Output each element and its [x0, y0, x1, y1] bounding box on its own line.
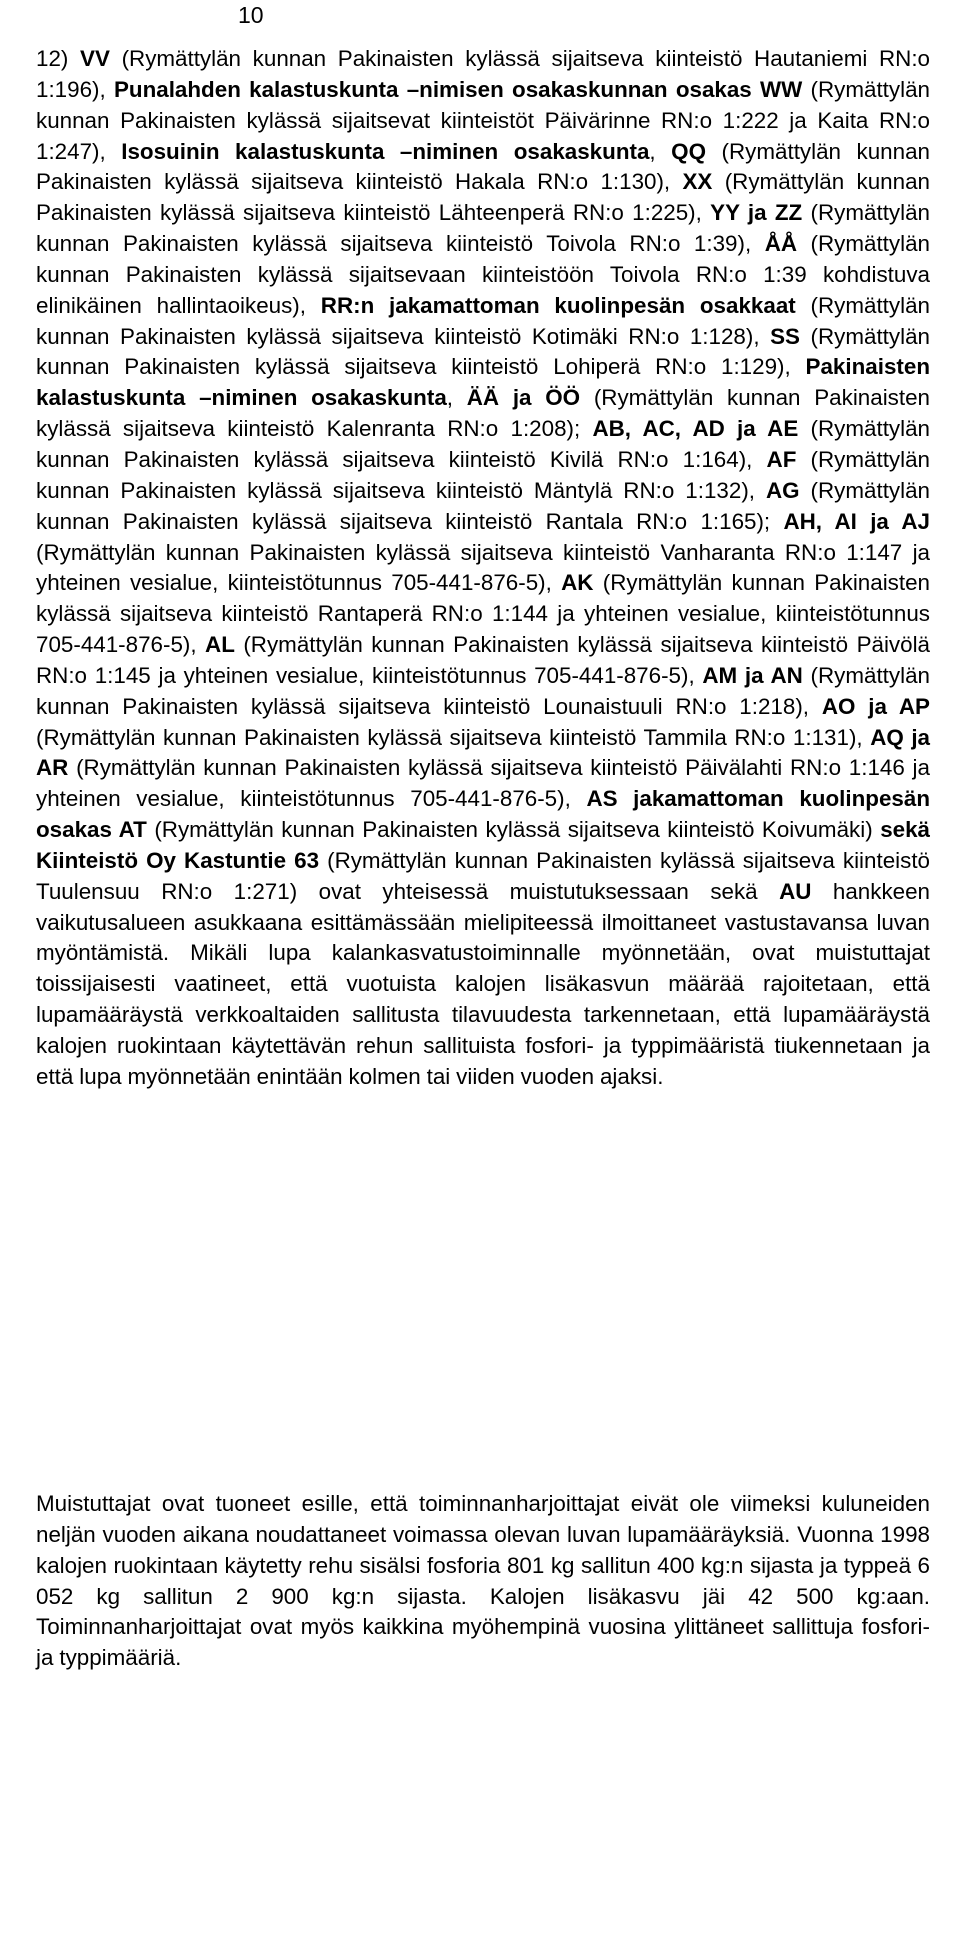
text-run: (Rymättylän kunnan Pakinaisten kylässä sijaitseva kiinteistö Hakala RN:o 1:130),: [36, 138, 930, 195]
bold-run: VV: [80, 46, 110, 71]
text-run: (Rymättylän kunnan Pakinaisten kylässä sijaitseva kiinteistö Lohiperä RN:o 1:129),: [36, 323, 930, 380]
text-run: (Rymättylän kunnan Pakinaisten kylässä sijaitsevat kiinteistöt Päivärinne RN:o 1:222 ja Kaita RN:o 1:247),: [36, 76, 930, 164]
text-run: hankkeen vaikutusalueen asukkaana esittämässään mielipiteessä ilmoittaneet vastustavansa luvan myöntämistä. Mikäli lupa kalankasvatustoiminnalle myönnetään, ovat muistuttajat toissijaisesti vaatineet, että vuotuista kalojen lisäkasvun määrää rajoitetaan, että lupamääräystä verkkoaltaiden sallitusta tilavuudesta tarkennetaan, että lupamääräystä kalojen ruokintaan käytettävän rehun sallituista fosfori- ja typpimääristä tiukennetaan ja että lupa myönnetään enintään kolmen tai viiden vuoden ajaksi.: [36, 878, 931, 1089]
text-run: (Rymättylän kunnan Pakinaisten kylässä sijaitseva kiinteistö Päivölä RN:o 1:145 ja yhteinen vesialue, kiinteistötunnus 705-441-876-5),: [36, 632, 930, 688]
text-run: 12): [36, 46, 81, 71]
bold-run: AK: [561, 570, 594, 596]
paragraph-muistuttajat-list: [36, 44, 930, 1093]
bold-run: AQ ja AR: [36, 724, 931, 781]
bold-run: YY ja ZZ: [710, 200, 803, 226]
bold-run: AM ja AN: [702, 662, 803, 688]
text-run: (Rymättylän kunnan Pakinaisten kylässä sijaitseva kiinteistö Kalenranta RN:o 1:208);: [36, 385, 930, 442]
bold-run: ÅÅ: [764, 231, 798, 257]
bold-run: AO ja AP: [821, 693, 930, 719]
text-run: (Rymättylän kunnan Pakinaisten kylässä sijaitseva kiinteistö Lounaistuuli RN:o 1:218),: [36, 662, 930, 719]
bold-run: ÄÄ ja ÖÖ: [466, 385, 581, 411]
bold-run: AB, AC, AD ja AE: [592, 416, 799, 442]
bold-run: SS: [770, 323, 800, 349]
bold-run: AU: [779, 878, 812, 904]
text-run: ,: [649, 138, 672, 164]
text-run: ,: [446, 385, 467, 411]
bold-run: AL: [205, 632, 235, 658]
text-run: (Rymättylän kunnan Pakinaisten kylässä sijaitseva kiinteistö Mäntylä RN:o 1:132),: [36, 446, 930, 503]
text-run: (Rymättylän kunnan Pakinaisten kylässä sijaitseva kiinteistö Koivumäki): [146, 817, 881, 843]
text-run: (Rymättylän kunnan Pakinaisten kylässä sijaitseva kiinteistö Vanharanta RN:o 1:147 ja yhteinen vesialue, kiinteistötunnus 705-441-876-5),: [36, 539, 930, 596]
text-run: (Rymättylän kunnan Pakinaisten kylässä sijaitseva kiinteistö Kivilä RN:o 1:164),: [36, 416, 930, 472]
text-run: (Rymättylän kunnan Pakinaisten kylässä sijaitseva kiinteistö Kotimäki RN:o 1:128),: [36, 292, 930, 349]
bold-run: RR:n jakamattoman kuolinpesän osakkaat: [320, 292, 796, 318]
paragraph-lupamaaraykset: Muistuttajat ovat tuoneet esille, että toiminnanharjoittajat eivät ole viimeksi kuluneiden neljän vuoden aikana noudattaneet voimassa olevan luvan lupamääräyksiä. Vuonna 1998 kalojen ruokintaan käytetty rehu sisälsi fosforia 801 kg sallitun 400 kg:n sijasta ja typpeä 6 052 kg sallitun 2 900 kg:n sijasta. Kalojen lisäkasvu jäi 42 500 kg:aan. Toiminnanharjoittajat ovat myös kaikkina myöhempinä vuosina ylittäneet sallittuja fosfori- ja typpimääriä.: [36, 1491, 930, 1671]
page-number: 10: [238, 2, 264, 28]
text-run: (Rymättylän kunnan Pakinaisten kylässä sijaitseva kiinteistö Lähteenperä RN:o 1:225),: [36, 169, 930, 226]
bold-run: XX: [682, 169, 713, 195]
bold-run: sekä Kiinteistö Oy Kastuntie 63: [36, 817, 930, 873]
text-run: (Rymättylän kunnan Pakinaisten kylässä sijaitsevaan kiinteistöön Toivola RN:o 1:39 kohdistuva elinikäinen hallintaoikeus),: [36, 231, 930, 318]
text-run: (Rymättylän kunnan Pakinaisten kylässä sijaitseva kiinteistö Tuulensuu RN:o 1:271) ovat yhteisessä muistutuksessaan sekä: [36, 847, 931, 904]
bold-run: AH, AI ja AJ: [783, 508, 930, 534]
text-run: (Rymättylän kunnan Pakinaisten kylässä sijaitseva kiinteistö Rantala RN:o 1:165);: [36, 477, 930, 534]
bold-run: Isosuinin kalastuskunta –niminen osakaskunta: [121, 138, 650, 164]
bold-run: Punalahden kalastuskunta –nimisen osakaskunnan osakas WW: [113, 76, 803, 102]
bold-run: AS jakamattoman kuolinpesän osakas AT: [36, 786, 930, 843]
text-run: (Rymättylän kunnan Pakinaisten kylässä sijaitseva kiinteistö Toivola RN:o 1:39),: [36, 200, 930, 257]
text-run: (Rymättylän kunnan Pakinaisten kylässä sijaitseva kiinteistö Päivälahti RN:o 1:146 ja yhteinen vesialue, kiinteistötunnus 705-441-876-5),: [36, 755, 930, 812]
bold-run: Pakinaisten kalastuskunta –niminen osakaskunta: [36, 354, 930, 411]
text-run: (Rymättylän kunnan Pakinaisten kylässä sijaitseva kiinteistö Rantaperä RN:o 1:144 ja yhteinen vesialue, kiinteistötunnus 705-441-876-5),: [36, 570, 931, 658]
text-run: (Rymättylän kunnan Pakinaisten kylässä sijaitseva kiinteistö Tammila RN:o 1:131),: [36, 724, 871, 750]
bold-run: AF: [766, 446, 797, 472]
bold-run: QQ: [671, 138, 707, 164]
bold-run: AG: [765, 477, 800, 503]
text-run: (Rymättylän kunnan Pakinaisten kylässä sijaitseva kiinteistö Hautaniemi RN:o 1:196),: [36, 46, 930, 102]
